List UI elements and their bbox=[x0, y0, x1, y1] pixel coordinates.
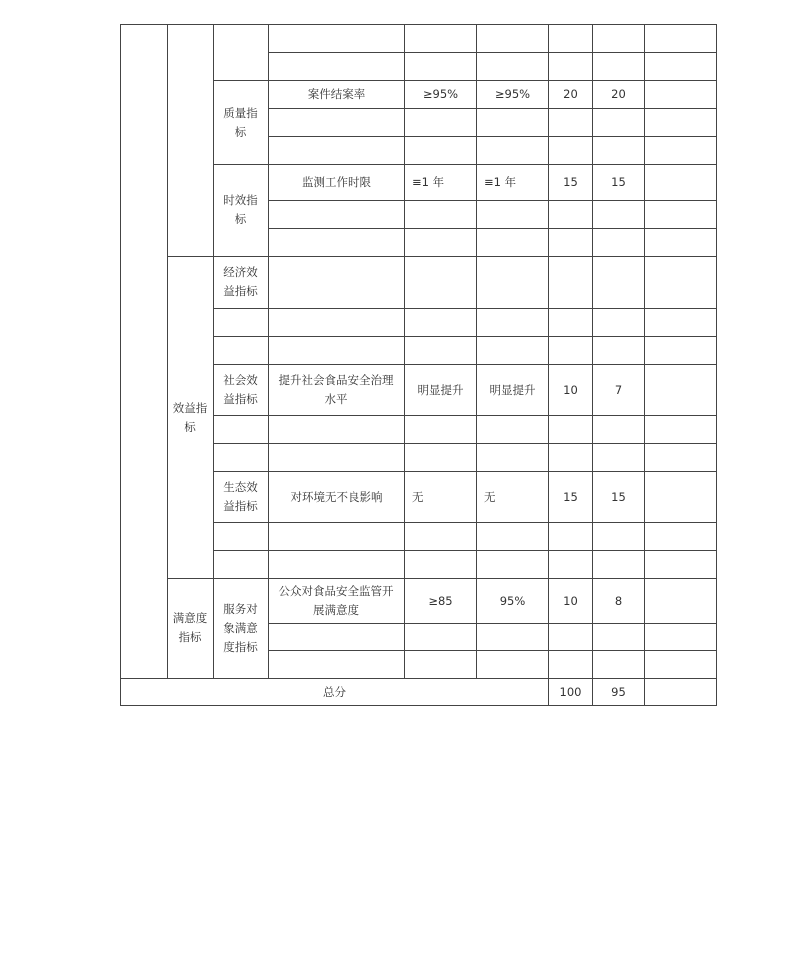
social-actual-value: 明显提升 bbox=[489, 382, 536, 397]
total-score: 95 bbox=[611, 684, 626, 699]
quality-target-value: ≥95% bbox=[422, 87, 459, 101]
timeliness-indicator-label: 时效指标 bbox=[223, 193, 258, 226]
quality-score: 20 bbox=[611, 87, 626, 101]
total-weight: 100 bbox=[559, 684, 582, 699]
ecological-score: 15 bbox=[611, 489, 626, 504]
satisfaction-indicator-label: 满意度指标 bbox=[172, 611, 208, 644]
timeliness-score: 15 bbox=[611, 175, 626, 189]
social-weight: 10 bbox=[563, 382, 578, 397]
satisfaction-score: 8 bbox=[614, 593, 623, 608]
social-benefit-label: 社会效益指标 bbox=[223, 373, 258, 406]
social-indicator-name: 提升社会食品安全治理水平 bbox=[278, 373, 394, 406]
timeliness-target-value: ≡1 年 bbox=[412, 175, 445, 189]
quality-indicator-name: 案件结案率 bbox=[307, 87, 366, 101]
ecological-target-value: 无 bbox=[412, 489, 424, 504]
quality-indicator-label: 质量指标 bbox=[223, 106, 258, 139]
satisfaction-weight: 10 bbox=[563, 593, 578, 608]
satisfaction-target-value: ≥85 bbox=[428, 593, 453, 608]
timeliness-actual-value: ≡1 年 bbox=[484, 175, 517, 189]
service-satisfaction-label: 服务对象满意度指标 bbox=[223, 601, 258, 654]
timeliness-indicator-name: 监测工作时限 bbox=[302, 175, 371, 189]
ecological-indicator-name: 对环境无不良影响 bbox=[290, 489, 383, 504]
satisfaction-indicator-name: 公众对食品安全监管开展满意度 bbox=[278, 584, 394, 617]
total-label: 总分 bbox=[323, 684, 346, 699]
timeliness-weight: 15 bbox=[563, 175, 578, 189]
ecological-weight: 15 bbox=[563, 489, 578, 504]
social-score: 7 bbox=[614, 382, 623, 397]
benefit-indicator-label: 效益指标 bbox=[172, 401, 208, 434]
quality-actual-value: ≥95% bbox=[494, 87, 531, 101]
satisfaction-actual-value: 95% bbox=[499, 593, 526, 608]
economic-benefit-label: 经济效益指标 bbox=[223, 265, 258, 298]
ecological-actual-value: 无 bbox=[484, 489, 496, 504]
ecological-benefit-label: 生态效益指标 bbox=[223, 480, 258, 513]
quality-weight: 20 bbox=[563, 87, 578, 101]
social-target-value: 明显提升 bbox=[417, 382, 464, 397]
